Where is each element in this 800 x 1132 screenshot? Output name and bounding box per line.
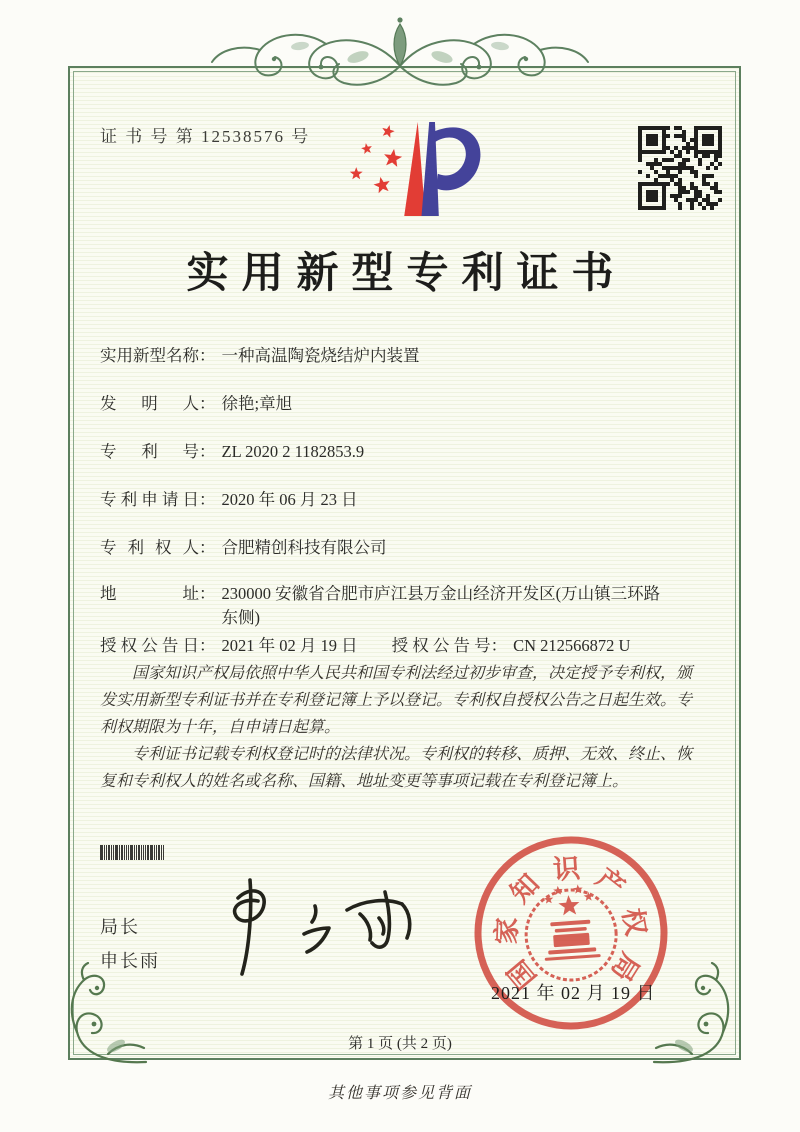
field-row-name xyxy=(100,344,420,368)
field-label: 地址 xyxy=(100,584,199,603)
field-value: 徐艳;章旭 xyxy=(221,394,293,413)
field-label: 专利权人 xyxy=(100,538,199,557)
grant-no-group xyxy=(392,634,631,658)
signer-title: 局长 xyxy=(100,917,140,937)
field-colon: ： xyxy=(199,346,216,365)
legal-paragraph-1: 国家知识产权局依照中华人民共和国专利法经过初步审查，决定授予专利权，颁发实用新型专利证书并在专利登记簿上予以登记。专利权自授权公告之日起生效。专利权期限为十年，自申请日起算。 xyxy=(100,665,693,736)
field-row-inventor xyxy=(100,392,292,416)
field-label: 实用新型名称 xyxy=(100,346,199,365)
svg-text:权: 权 xyxy=(616,905,652,938)
svg-text:家: 家 xyxy=(491,916,523,945)
field-colon: ： xyxy=(199,538,216,557)
field-value: 2020 年 06 月 23 日 xyxy=(221,490,358,509)
page-number: 第 1 页 (共 2 页) xyxy=(348,1036,452,1052)
certificate-number: 证 书 号 第 12538576 号 xyxy=(100,127,311,146)
signer-name: 申长雨 xyxy=(100,951,160,971)
certificate-title: 实用新型专利证书 xyxy=(186,251,627,297)
field-row-address xyxy=(100,582,662,630)
field-value: 一种高温陶瓷烧结炉内装置 xyxy=(221,346,420,365)
field-label: 发明人 xyxy=(100,394,199,413)
legal-paragraph-2: 专利证书记载专利权登记时的法律状况。专利权的转移、质押、无效、终止、恢复和专利权人的姓名或名称、国籍、地址变更等事项记载在专利登记簿上。 xyxy=(100,746,693,790)
field-row-grant xyxy=(100,634,630,658)
field-value: ZL 2020 2 1182853.9 xyxy=(221,442,365,461)
cnipa-official-seal xyxy=(457,819,685,1047)
commissioner-signature xyxy=(212,876,427,984)
svg-text:国: 国 xyxy=(501,954,543,995)
legal-text xyxy=(100,660,702,795)
logo-red-wedge xyxy=(404,122,425,216)
field-colon: ： xyxy=(199,490,216,509)
field-row-filing-date xyxy=(100,488,358,512)
qr-code xyxy=(638,126,722,210)
field-label: 授权公告日 xyxy=(100,636,199,655)
field-colon: ： xyxy=(490,636,508,655)
field-value: 合肥精创科技有限公司 xyxy=(221,538,387,557)
cnipa-logo-icon xyxy=(338,116,482,222)
footer-note: 其他事项参见背面 xyxy=(327,1085,472,1102)
logo-blue-bowl xyxy=(434,127,480,190)
top-flourish-ornament xyxy=(160,10,640,110)
grant-date-value: 2021 年 02 月 19 日 xyxy=(221,636,358,655)
field-colon: ： xyxy=(199,442,216,461)
field-colon: ： xyxy=(199,394,216,413)
field-colon: ： xyxy=(199,636,216,655)
field-colon: ： xyxy=(199,584,216,603)
field-row-patent-no xyxy=(100,440,364,464)
bottom-left-flourish-ornament xyxy=(42,962,154,1072)
grant-no-value: CN 212566872 U xyxy=(513,636,631,655)
svg-text:识: 识 xyxy=(552,853,582,886)
field-label: 专利申请日 xyxy=(100,490,199,509)
field-value: 230000 安徽省合肥市庐江县万金山经济开发区(万山镇三环路东侧) xyxy=(221,584,661,627)
field-label: 授权公告号 xyxy=(391,636,491,655)
svg-text:知: 知 xyxy=(504,868,546,909)
barcode xyxy=(100,845,165,860)
svg-text:产: 产 xyxy=(590,862,631,903)
seal-date: 2021 年 02 月 19 日 xyxy=(491,983,656,1003)
field-row-patentee xyxy=(100,536,387,560)
svg-text:局: 局 xyxy=(605,947,646,987)
field-label: 专利号 xyxy=(100,442,199,461)
